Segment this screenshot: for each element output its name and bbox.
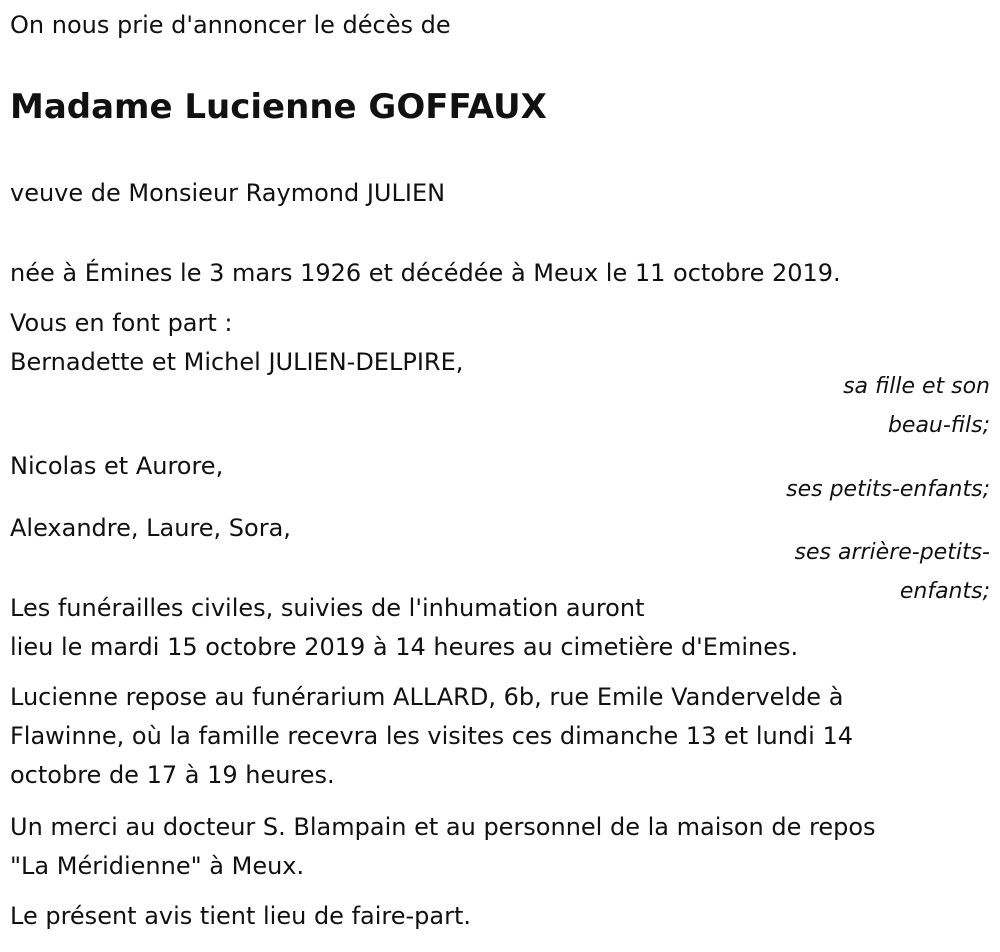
thanks-line-2: "La Méridienne" à Meux. [10, 852, 305, 880]
family-relation-daughter-1: sa fille et son [843, 374, 990, 399]
announce-text: Vous en font part : [10, 309, 233, 337]
funeral-line-2: lieu le mardi 15 octobre 2019 à 14 heures au cimetière d'Emines. [10, 633, 799, 661]
repose-line-3: octobre de 17 à 19 heures. [10, 761, 335, 789]
thanks-line-1: Un merci au docteur S. Blampain et au personnel de la maison de repos [10, 813, 876, 841]
deceased-name: Madame Lucienne GOFFAUX [10, 87, 547, 127]
family-names-daughter: Bernadette et Michel JULIEN-DELPIRE, [10, 348, 464, 376]
family-relation-great-grandchildren-1: ses arrière-petits- [794, 540, 990, 565]
intro-text: On nous prie d'annoncer le décès de [10, 11, 451, 39]
family-names-great-grandchildren: Alexandre, Laure, Sora, [10, 514, 291, 542]
family-relation-great-grandchildren-2: enfants; [899, 579, 990, 604]
birth-death-text: née à Émines le 3 mars 1926 et décédée à Meux le 11 octobre 2019. [10, 259, 841, 287]
family-relation-daughter-2: beau-fils; [887, 413, 990, 438]
repose-line-1: Lucienne repose au funérarium ALLARD, 6b, rue Emile Vandervelde à [10, 683, 844, 711]
funeral-line-1: Les funérailles civiles, suivies de l'inhumation auront [10, 594, 645, 622]
family-names-grandchildren: Nicolas et Aurore, [10, 452, 224, 480]
widow-of-text: veuve de Monsieur Raymond JULIEN [10, 179, 446, 207]
footer-text: Le présent avis tient lieu de faire-part. [10, 902, 472, 930]
family-relation-grandchildren: ses petits-enfants; [786, 477, 990, 502]
repose-line-2: Flawinne, où la famille recevra les visites ces dimanche 13 et lundi 14 [10, 722, 853, 750]
